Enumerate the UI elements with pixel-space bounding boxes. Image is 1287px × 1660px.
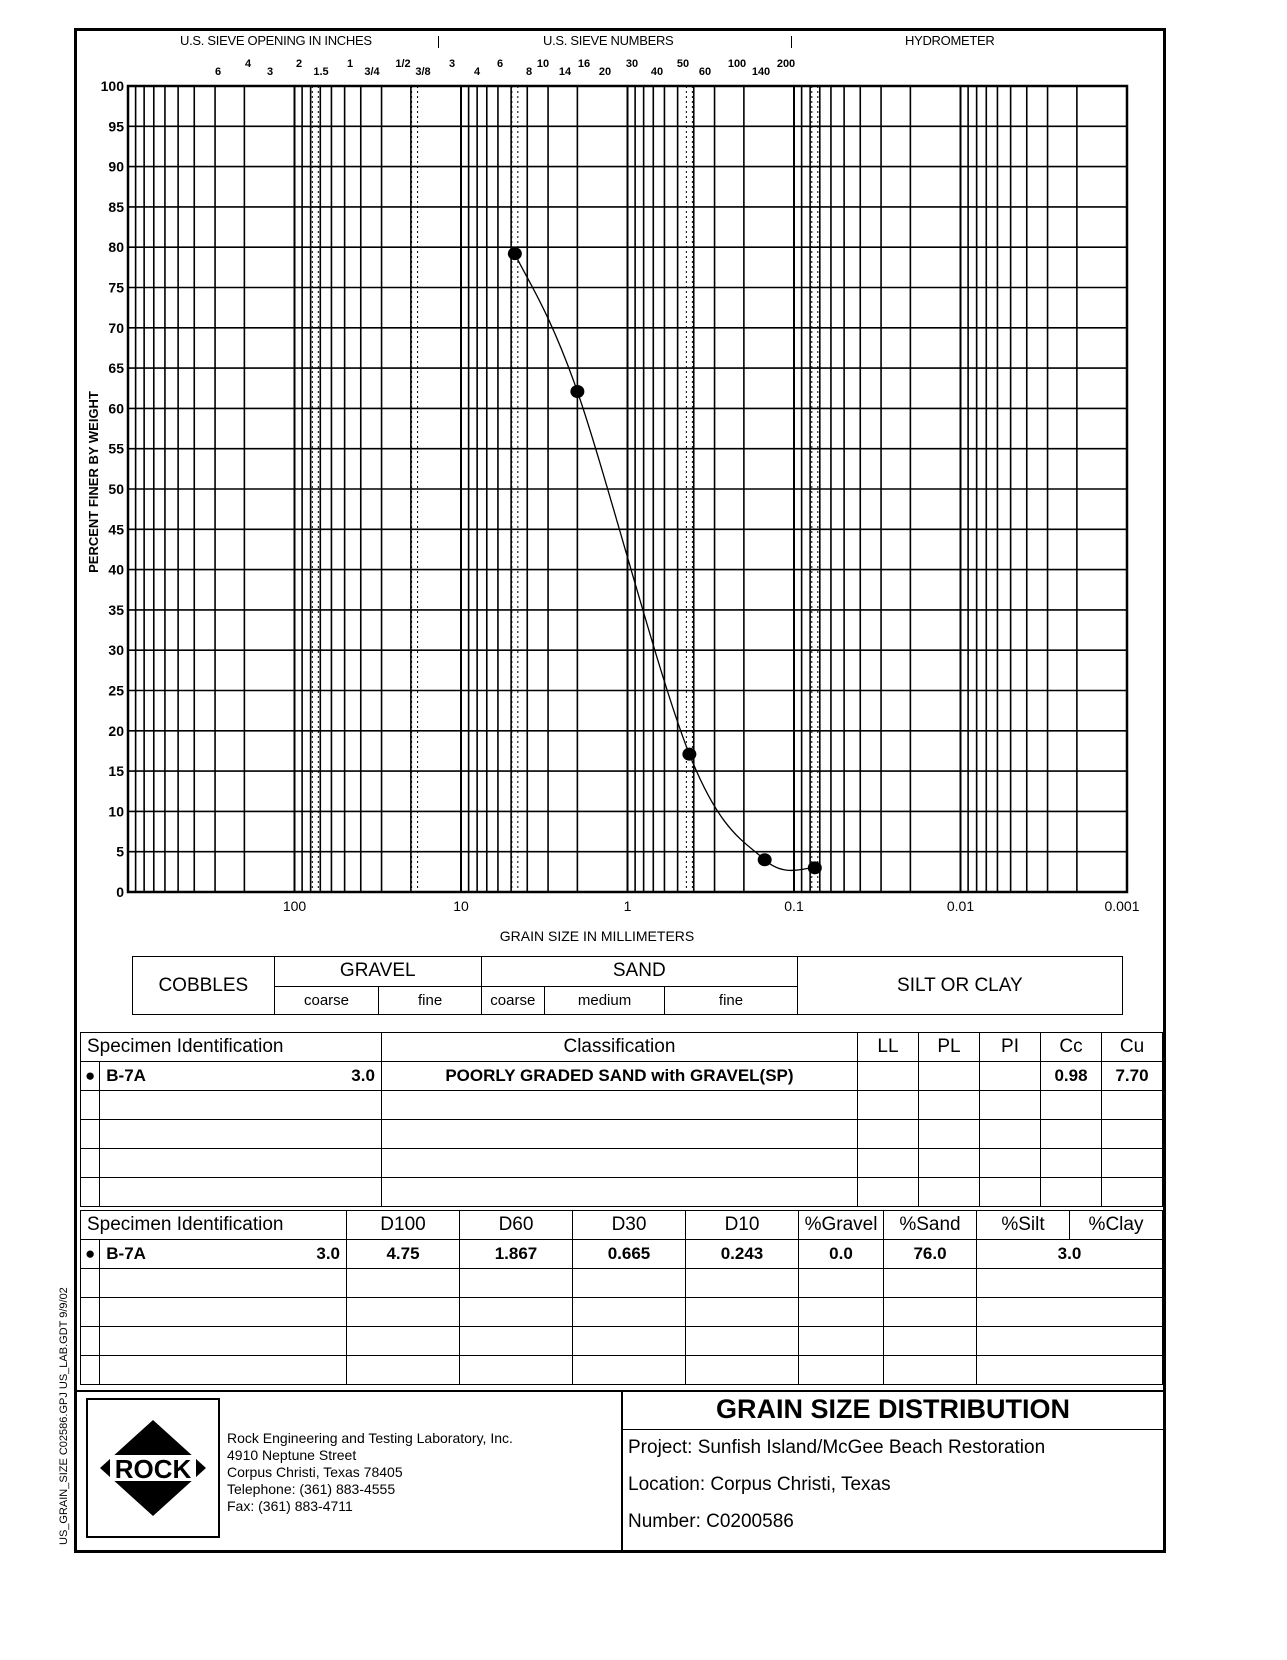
specimen-depth: 3.0	[266, 1062, 381, 1091]
header-d30: D30	[573, 1211, 686, 1240]
table-row-empty	[81, 1091, 1163, 1120]
d100-value: 4.75	[347, 1240, 460, 1269]
x-tick-label: 0.001	[1104, 898, 1140, 914]
company-name: Rock Engineering and Testing Laboratory, Inc.	[227, 1430, 513, 1446]
y-tick-label: 35	[108, 601, 124, 618]
data-point	[682, 748, 696, 761]
y-tick-label: 95	[108, 118, 124, 135]
sieve-label: 4	[244, 58, 252, 70]
y-tick-label: 50	[108, 481, 124, 497]
table-row-empty	[81, 1356, 1163, 1385]
data-point	[570, 385, 584, 398]
x-tick-label: 10	[453, 898, 469, 914]
sieve-label: 16	[577, 58, 591, 70]
sieve-label: 3/8	[415, 66, 431, 78]
header-d60: D60	[460, 1211, 573, 1240]
header-specimen: Specimen Identification	[81, 1211, 347, 1240]
header-cc: Cc	[1041, 1033, 1102, 1062]
sand-fine-label: fine	[665, 986, 797, 1015]
sieve-label: 1.5	[313, 66, 329, 78]
silt-clay-label: SILT OR CLAY	[797, 957, 1122, 1015]
x-tick-labels	[283, 898, 1140, 914]
table-row-empty	[81, 1269, 1163, 1298]
y-tick-label: 60	[108, 400, 124, 417]
cu-value: 7.70	[1102, 1062, 1163, 1091]
footer-divider	[77, 1390, 1163, 1392]
location-line: Location: Corpus Christi, Texas	[628, 1474, 891, 1495]
y-tick-labels	[101, 78, 125, 900]
telephone: Telephone: (361) 883-4555	[227, 1481, 396, 1497]
gravel-value: 0.0	[799, 1240, 884, 1269]
table-row-empty	[81, 1120, 1163, 1149]
header-gravel: %Gravel	[799, 1211, 884, 1240]
chart-grid	[128, 86, 1127, 892]
data-point	[508, 247, 522, 260]
y-tick-label: 0	[116, 884, 124, 900]
y-tick-label: 70	[108, 319, 124, 336]
company-info	[227, 1430, 513, 1515]
side-file-note: US_GRAIN_SIZE C02586.GPJ US_LAB.GDT 9/9/02	[58, 1287, 70, 1545]
sieve-label: 3	[448, 58, 456, 70]
cobbles-label: COBBLES	[133, 957, 275, 1015]
ll-value	[858, 1062, 919, 1091]
x-tick-label: 0.1	[784, 898, 804, 914]
sieve-label: 6	[214, 66, 222, 78]
header-classification: Classification	[381, 1033, 857, 1062]
sieve-numbers-label: U.S. SIEVE NUMBERS	[543, 33, 674, 48]
sieve-label: 100	[727, 58, 747, 70]
classification-table	[80, 1032, 1163, 1207]
sieve-label: 2	[295, 58, 303, 70]
header-pl: PL	[919, 1033, 980, 1062]
logo-text: ROCK	[114, 1454, 192, 1484]
fax: Fax: (361) 883-4711	[227, 1498, 353, 1514]
sieve-label: 140	[751, 66, 771, 78]
data-point	[808, 861, 822, 874]
sieve-label: 1	[346, 58, 354, 70]
y-tick-label: 45	[108, 521, 124, 538]
specimen-id: B-7A	[100, 1062, 266, 1091]
address-line-1: 4910 Neptune Street	[227, 1447, 357, 1463]
sieve-label: 200	[776, 58, 796, 70]
d30-value: 0.665	[573, 1240, 686, 1269]
sieve-label: 3/4	[364, 66, 380, 78]
header-clay: %Clay	[1070, 1211, 1163, 1240]
y-tick-label: 55	[108, 440, 124, 457]
header-sand: %Sand	[884, 1211, 977, 1240]
specimen-depth: 3.0	[246, 1240, 347, 1269]
sieve-label: 3	[266, 66, 274, 78]
pl-value	[919, 1062, 980, 1091]
header-d100: D100	[347, 1211, 460, 1240]
classification-value: POORLY GRADED SAND with GRAVEL(SP)	[381, 1062, 857, 1091]
y-tick-label: 65	[108, 360, 124, 377]
header-pi: PI	[980, 1033, 1041, 1062]
y-tick-label: 15	[108, 763, 124, 780]
data-point	[758, 853, 772, 866]
specimen-id: B-7A	[100, 1240, 246, 1269]
sieve-label: 30	[625, 58, 639, 70]
y-tick-label: 25	[108, 682, 124, 699]
report-title: GRAIN SIZE DISTRIBUTION	[715, 1394, 1070, 1424]
x-tick-label: 100	[282, 898, 307, 914]
sand-label: SAND	[481, 957, 797, 987]
sieve-inches-label: U.S. SIEVE OPENING IN INCHES	[180, 33, 372, 48]
y-tick-label: 30	[108, 642, 124, 659]
sand-medium-label: medium	[544, 986, 665, 1015]
d60-value: 1.867	[460, 1240, 573, 1269]
table-row-empty	[81, 1178, 1163, 1207]
y-tick-label: 85	[108, 198, 124, 215]
sieve-label: 6	[496, 58, 504, 70]
x-axis-label: GRAIN SIZE IN MILLIMETERS	[499, 928, 695, 944]
logo-box	[86, 1398, 220, 1538]
point-symbol: ●	[81, 1240, 100, 1269]
sieve-label: 1/2	[395, 58, 411, 70]
sieve-label: 10	[536, 58, 550, 70]
gravel-label: GRAVEL	[274, 957, 481, 987]
y-tick-label: 90	[108, 158, 124, 175]
x-tick-label: 1	[623, 898, 632, 914]
gradation-table	[80, 1210, 1163, 1385]
d10-value: 0.243	[686, 1240, 799, 1269]
number-line: Number: C0200586	[628, 1511, 794, 1532]
sieve-label: 50	[676, 58, 690, 70]
header-ll: LL	[858, 1033, 919, 1062]
table-row-empty	[81, 1298, 1163, 1327]
header-d10: D10	[686, 1211, 799, 1240]
sand-value: 76.0	[884, 1240, 977, 1269]
table-row-empty	[81, 1327, 1163, 1356]
y-tick-label: 10	[108, 803, 124, 820]
address-line-2: Corpus Christi, Texas 78405	[227, 1464, 403, 1480]
y-tick-label: 75	[108, 279, 124, 296]
point-symbol: ●	[81, 1062, 100, 1091]
table-row	[81, 1240, 1163, 1269]
header-cu: Cu	[1102, 1033, 1163, 1062]
gravel-fine-label: fine	[379, 986, 482, 1015]
sieve-label: 40	[650, 66, 664, 78]
y-tick-label: 5	[116, 843, 124, 860]
x-tick-label: 0.01	[946, 898, 975, 914]
sieve-label: 60	[698, 66, 712, 78]
sieve-label: 8	[525, 66, 533, 78]
y-tick-label: 40	[108, 561, 124, 578]
title-divider	[623, 1429, 1163, 1430]
sieve-label: 4	[473, 66, 481, 78]
rock-logo	[88, 1400, 218, 1536]
header-silt: %Silt	[977, 1211, 1070, 1240]
pi-value	[980, 1062, 1041, 1091]
cc-value: 0.98	[1041, 1062, 1102, 1091]
sand-coarse-label: coarse	[481, 986, 544, 1015]
sieve-label: 14	[558, 66, 572, 78]
gravel-coarse-label: coarse	[274, 986, 379, 1015]
soil-class-band	[132, 956, 1123, 1015]
table-row-empty	[81, 1149, 1163, 1178]
table-row	[81, 1062, 1163, 1091]
project-line: Project: Sunfish Island/McGee Beach Restoration	[628, 1437, 1046, 1458]
y-tick-label: 100	[100, 78, 124, 94]
sieve-label: 20	[598, 66, 612, 78]
hydrometer-label: HYDROMETER	[905, 33, 995, 48]
y-tick-label: 20	[108, 722, 124, 739]
silt-clay-value: 3.0	[977, 1240, 1163, 1269]
y-axis-label: PERCENT FINER BY WEIGHT	[86, 391, 101, 573]
y-tick-label: 80	[108, 239, 124, 256]
header-specimen: Specimen Identification	[81, 1033, 382, 1062]
